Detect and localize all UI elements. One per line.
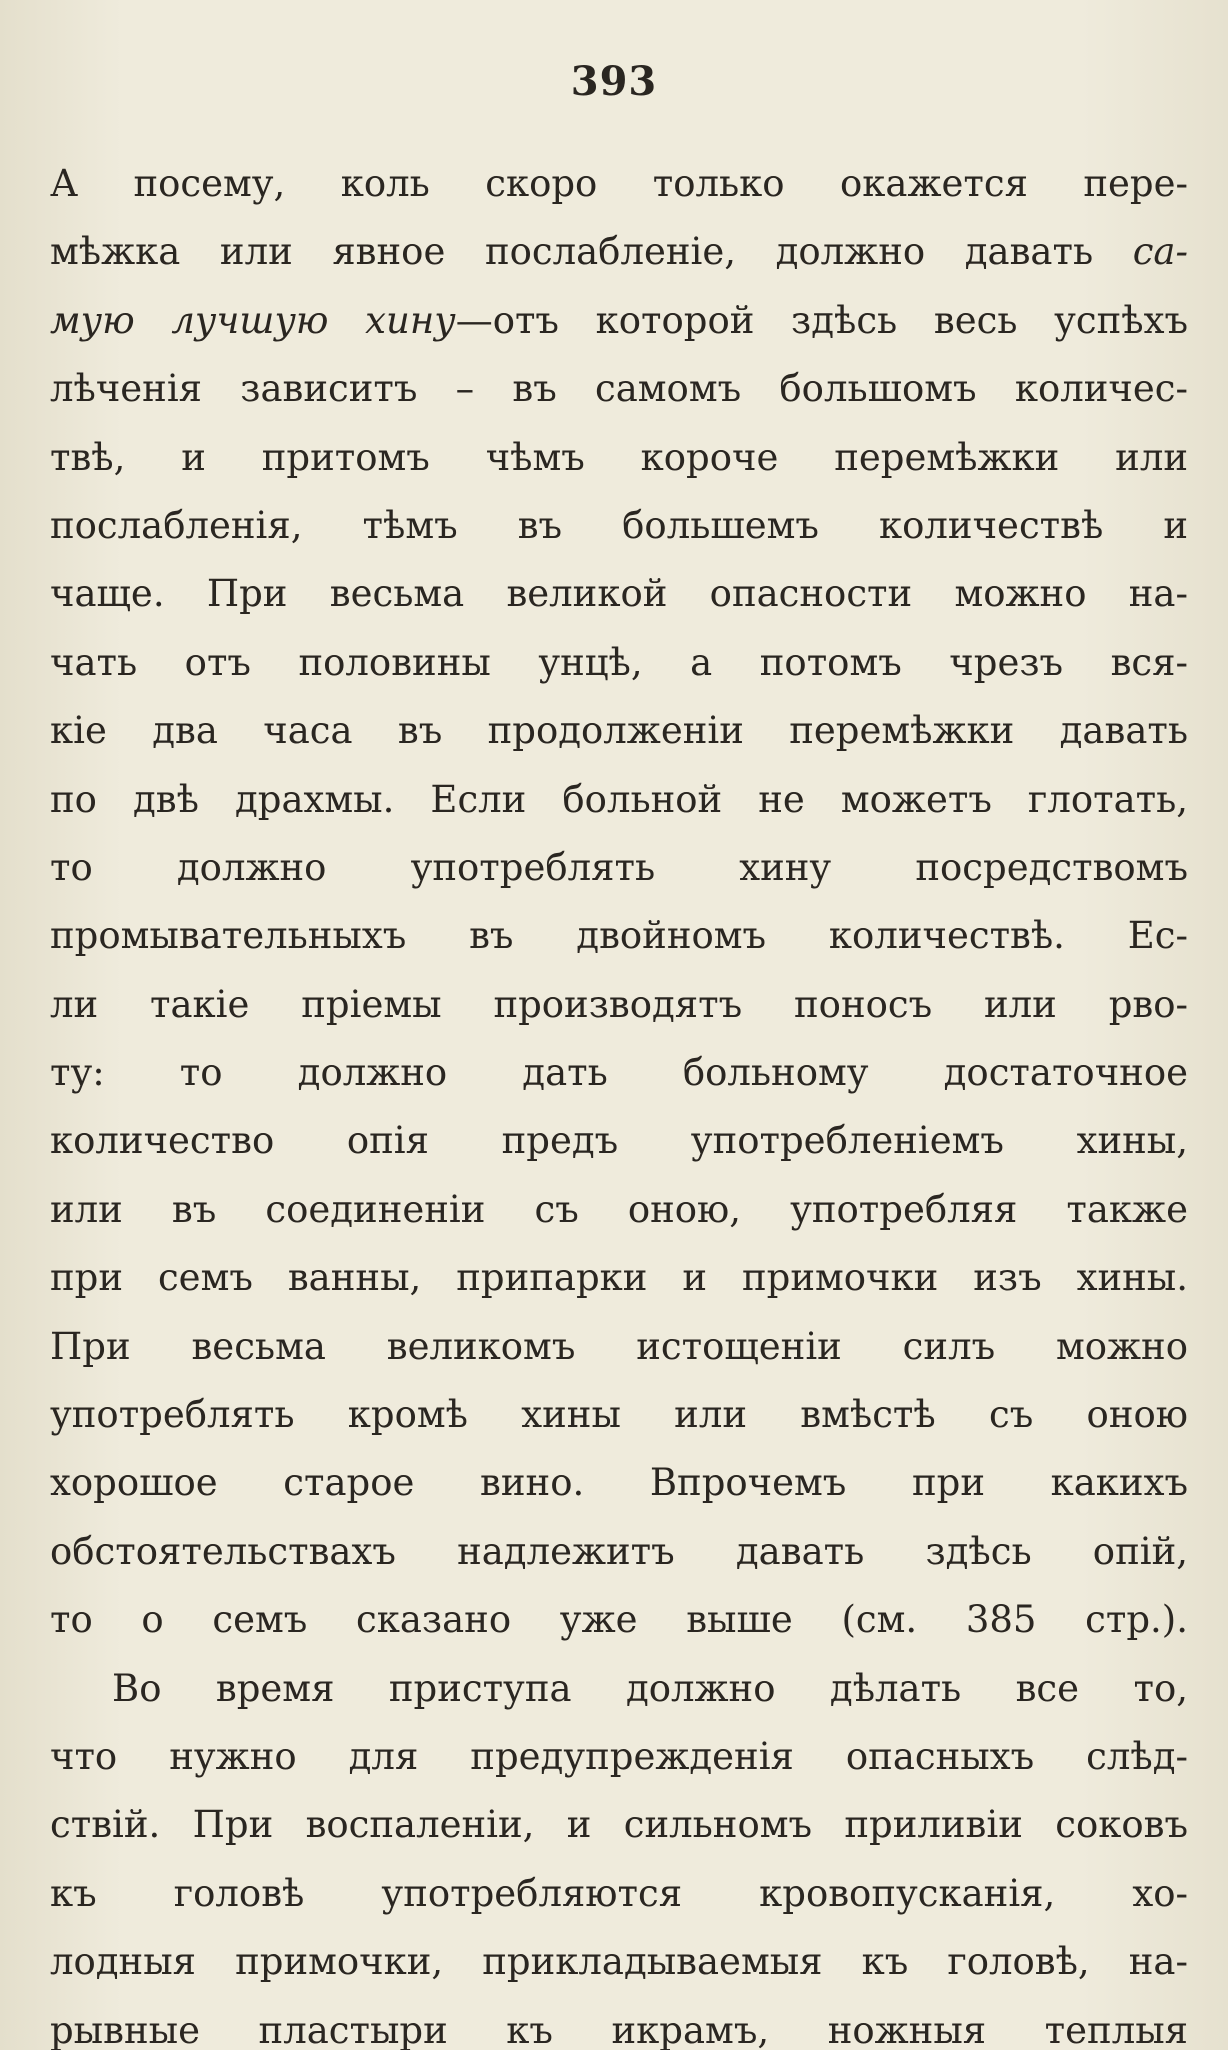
text-line: А посему, коль скоро только окажется пере-: [50, 162, 1188, 205]
italic-text: са-: [1132, 230, 1188, 274]
text-line: или въ соединеніи съ оною, употребляя также: [50, 1187, 1188, 1231]
text-line: употреблять кромѣ хины или вмѣстѣ съ оною: [50, 1393, 1188, 1437]
italic-text: мую лучшую хину: [50, 298, 456, 342]
text-line: лодныя примочки, прикладываемыя къ головѣ, на-: [50, 1940, 1188, 1984]
text-line: обстоятельствахъ надлежитъ давать здѣсь опій,: [50, 1529, 1188, 1573]
text-line: лѣченія зависитъ – въ самомъ большомъ количес-: [50, 367, 1188, 411]
text-line: къ головѣ употребляются кровопусканія, хо-: [50, 1871, 1188, 1915]
text-line: кіе два часа въ продолженіи перемѣжки давать: [50, 709, 1188, 753]
text-line: Во время приступа должно дѣлать все то,: [112, 1666, 1188, 1710]
text-line: промывательныхъ въ двойномъ количествѣ. Ес-: [50, 914, 1188, 958]
text-line: количество опія предъ употребленіемъ хины,: [50, 1119, 1188, 1163]
text-line: то должно употреблять хину посредствомъ: [50, 845, 1188, 889]
text-line: мѣжка или явное послабленіе, должно давать са-: [50, 230, 1188, 274]
text-line: то о семъ сказано уже выше (см. 385 стр.).: [50, 1598, 1188, 1642]
page-number: 393: [570, 58, 658, 105]
text-line: по двѣ драхмы. Если больной не можетъ глотать,: [50, 777, 1188, 821]
text-line: чать отъ половины унцѣ, а потомъ чрезъ вся-: [50, 640, 1188, 684]
body-text: [50, 150, 1188, 2050]
text-line: чаще. При весьма великой опасности можно на-: [50, 572, 1188, 616]
text-line: мую лучшую хину—отъ которой здѣсь весь успѣхъ: [50, 298, 1188, 342]
text-line: твѣ, и притомъ чѣмъ короче перемѣжки или: [50, 435, 1188, 479]
text-line: что нужно для предупрежденія опасныхъ слѣд-: [50, 1734, 1188, 1778]
text-line: ту: то должно дать больному достаточное: [50, 1051, 1188, 1095]
text-line: хорошое старое вино. Впрочемъ при какихъ: [50, 1461, 1188, 1505]
text-line: При весьма великомъ истощеніи силъ можно: [50, 1324, 1188, 1368]
text-line: послабленія, тѣмъ въ большемъ количествѣ и: [50, 503, 1188, 547]
paragraph-2: [50, 1655, 1188, 2050]
text-line: рывные пластыри къ икрамъ, ножныя теплыя: [50, 2008, 1188, 2050]
text-line: ли такіе пріемы производятъ поносъ или рво-: [50, 982, 1188, 1026]
paragraph-1: [50, 150, 1188, 1655]
text-line: ствій. При воспаленіи, и сильномъ приливіи соковъ: [50, 1803, 1188, 1847]
text-line: при семъ ванны, припарки и примочки изъ хины.: [50, 1256, 1188, 1300]
